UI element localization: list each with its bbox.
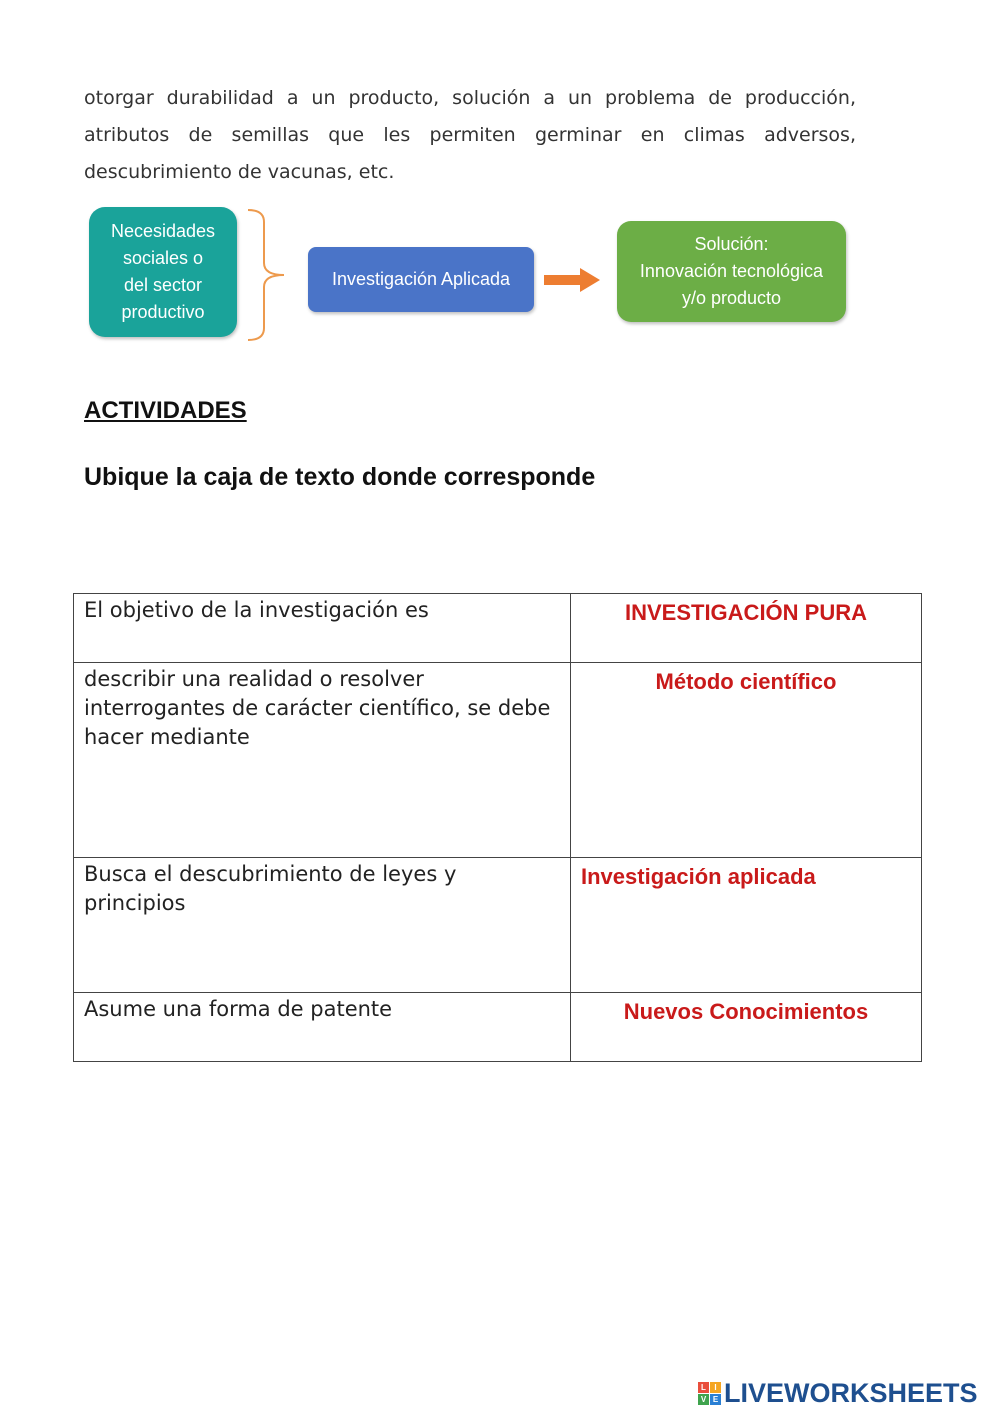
right-arrow-icon [542, 266, 602, 294]
diagram-box-needs [89, 207, 237, 337]
applied-research-label: Investigación Aplicada [331, 269, 511, 289]
needs-line: Necesidades [110, 221, 216, 241]
question-cell: Asume una forma de patente [74, 993, 571, 1062]
curly-brace-icon [244, 208, 288, 342]
question-cell: Busca el descubrimiento de leyes y principios [74, 858, 571, 993]
needs-line: del sector [123, 275, 203, 295]
activity-table [73, 593, 922, 1062]
logo-letter: I [710, 1382, 721, 1393]
answer-drop-box[interactable]: INVESTIGACIÓN PURA [571, 594, 922, 663]
answer-drop-box[interactable]: Nuevos Conocimientos [571, 993, 922, 1062]
solution-line: Innovación tecnológica [639, 261, 824, 281]
diagram-box-solution [617, 221, 846, 322]
table-row [74, 594, 922, 663]
liveworksheets-logo[interactable] [698, 1378, 978, 1409]
solution-line: Solución: [694, 234, 769, 254]
diagram-box-applied-research [308, 247, 534, 312]
activities-heading: ACTIVIDADES [84, 397, 247, 424]
question-cell: El objetivo de la investigación es [74, 594, 571, 663]
logo-text: LIVEWORKSHEETS [724, 1378, 978, 1408]
solution-line: y/o producto [681, 288, 782, 308]
logo-letter: L [698, 1382, 709, 1393]
table-row [74, 663, 922, 858]
logo-icon [698, 1382, 721, 1405]
intro-paragraph: otorgar durabilidad a un producto, solución a un problema de producción, atributos de semillas que les permiten germinar en climas adversos, descubrimiento de vacunas, etc. [84, 87, 856, 183]
answer-drop-box[interactable]: Método científico [571, 663, 922, 858]
question-cell: describir una realidad o resolver interrogantes de carácter científico, se debe hacer mediante [74, 663, 571, 858]
instructions-heading: Ubique la caja de texto donde corresponde [84, 463, 596, 491]
needs-line: productivo [121, 302, 205, 322]
needs-line: sociales o [122, 248, 204, 268]
logo-letter: E [710, 1394, 721, 1405]
answer-drop-box[interactable]: Investigación aplicada [571, 858, 922, 993]
logo-letter: V [698, 1394, 709, 1405]
table-row [74, 858, 922, 993]
table-row [74, 993, 922, 1062]
